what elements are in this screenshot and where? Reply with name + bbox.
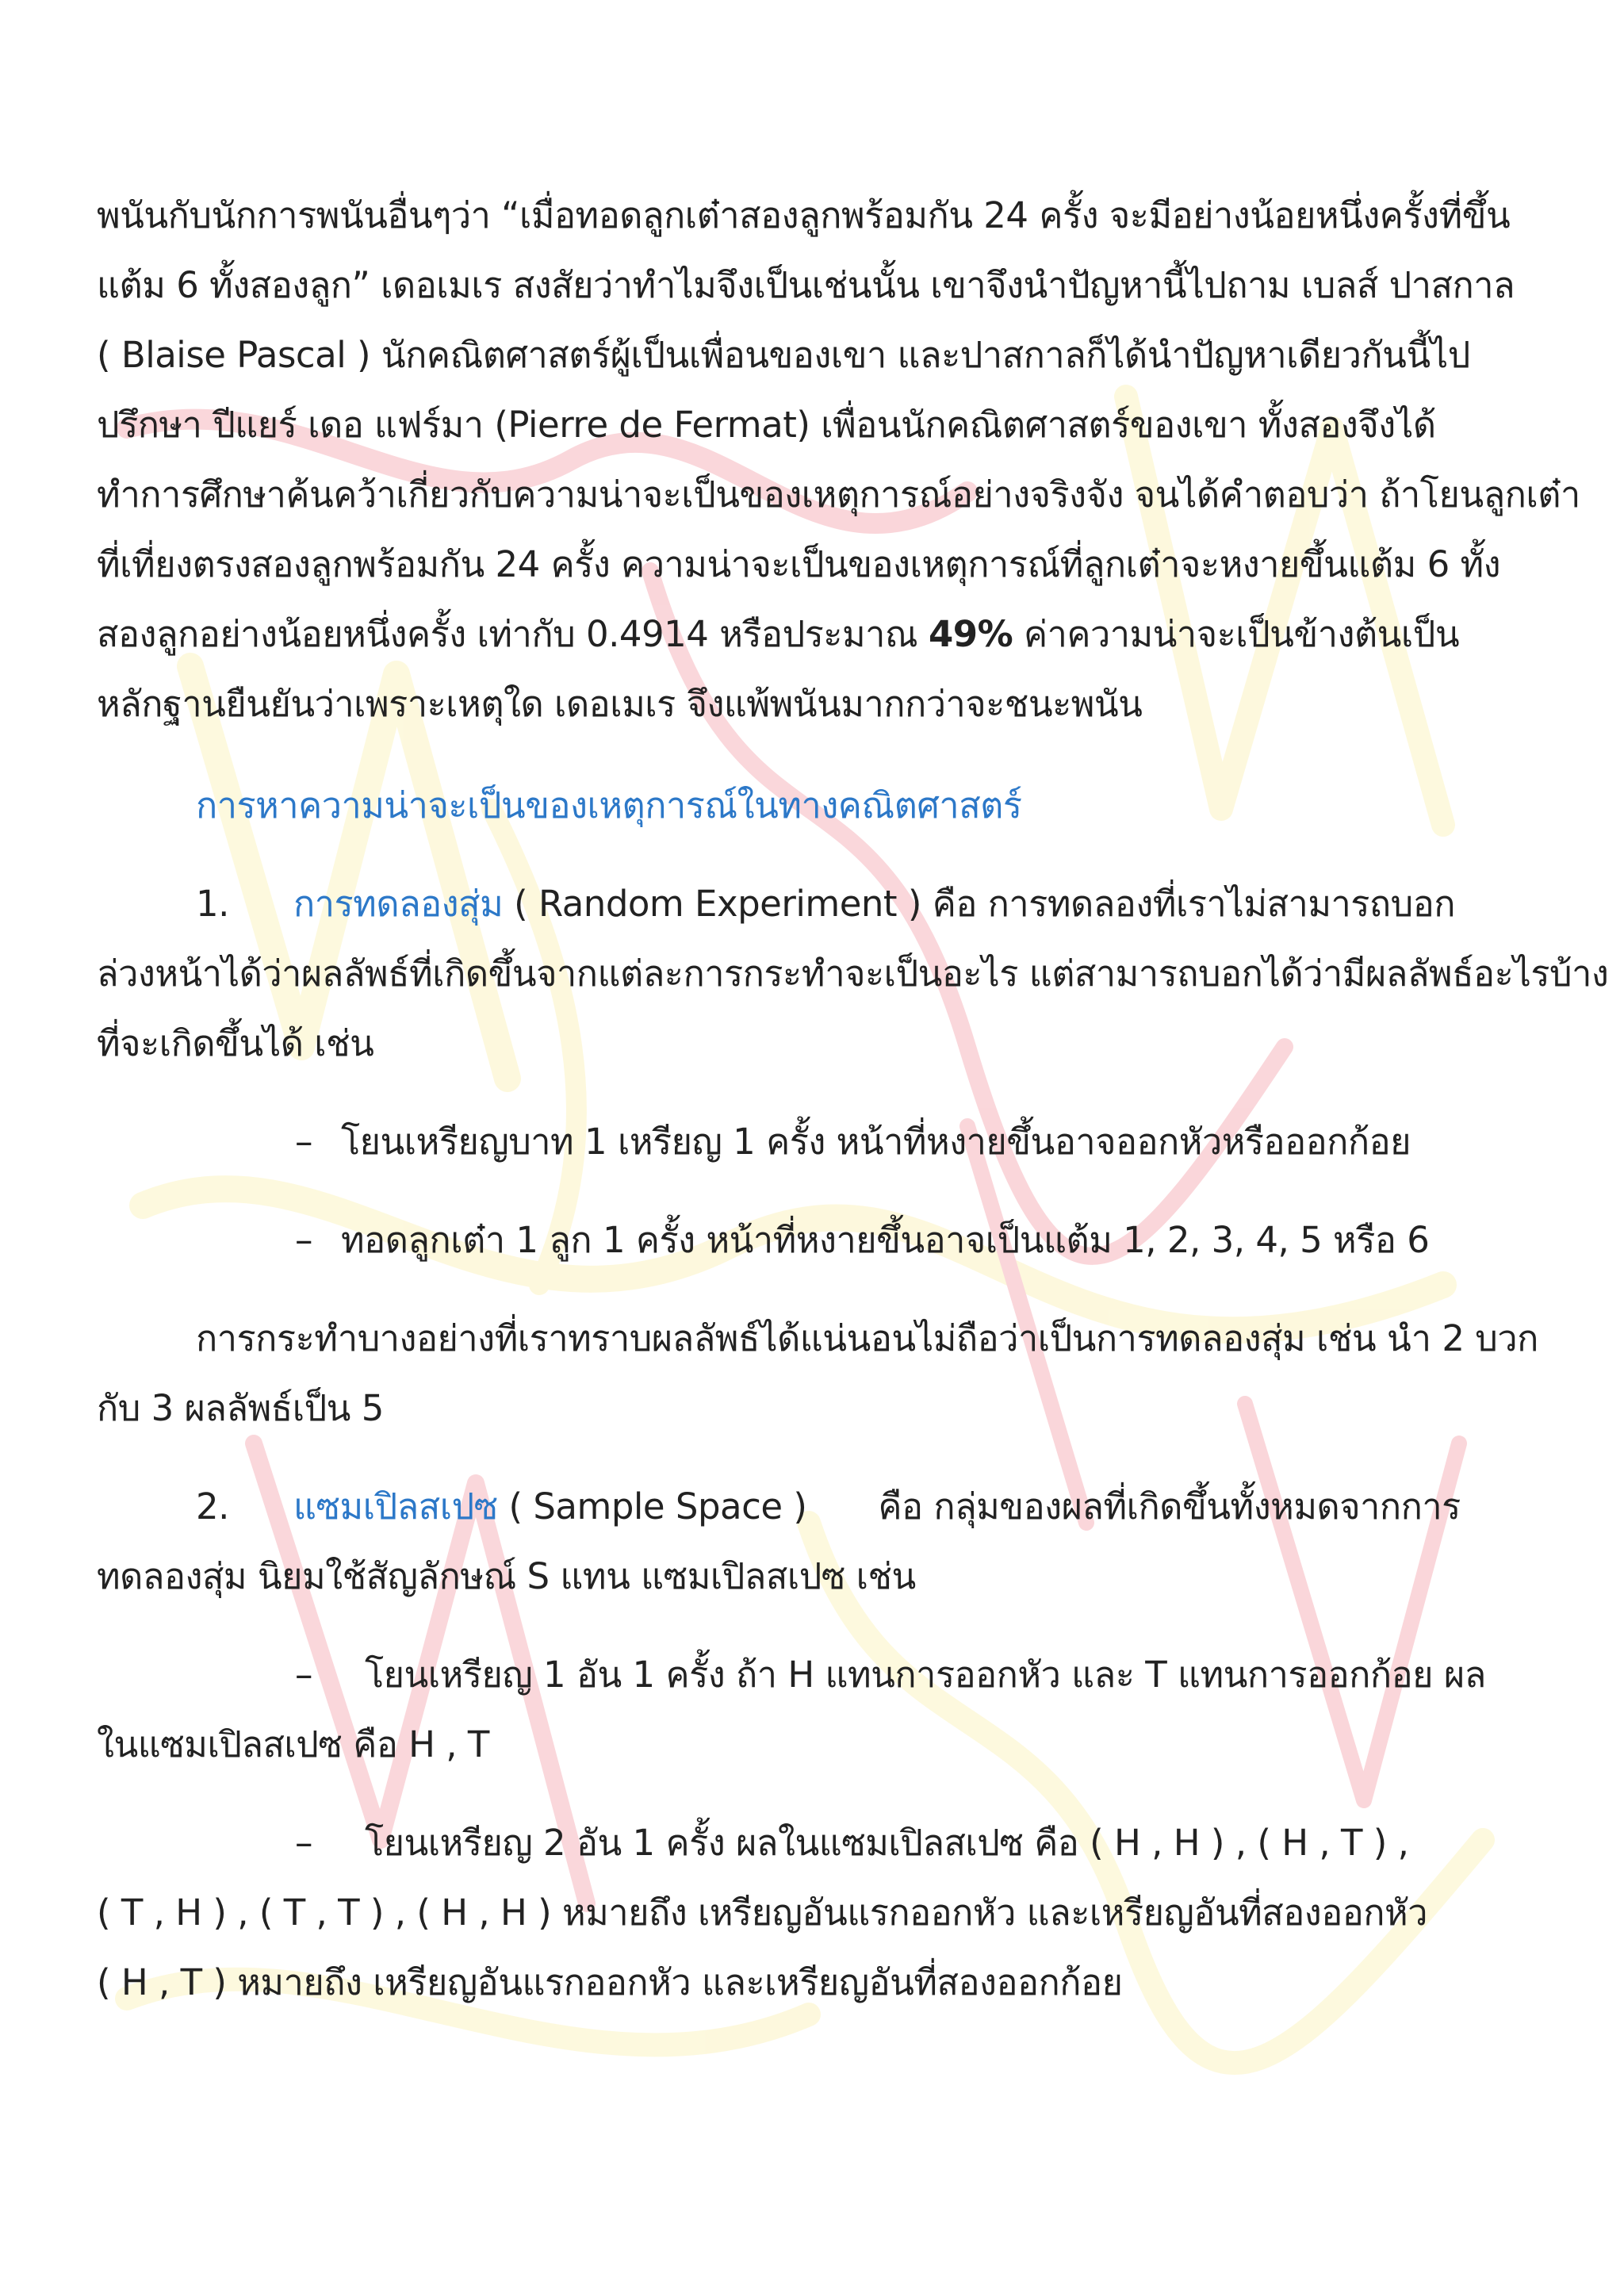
- item1-line1: [97, 869, 1572, 939]
- paragraph-line: พนันกับนักการพนันอื่นๆว่า “เมื่อทอดลูกเต๋าสองลูกพร้อมกัน 24 ครั้ง จะมีอย่างน้อยหนึ่งครั้งที่ขึ้น: [97, 194, 1511, 236]
- paragraph-line: ( H , T ) หมายถึง เหรียญอันแรกออกหัว และเหรียญอันที่สองออกก้อย: [97, 1961, 1123, 2003]
- paragraph-line: ในแซมเปิลสเปซ คือ H , T: [97, 1723, 489, 1765]
- item2-line1: [97, 1472, 1572, 1542]
- item-number: 2.: [196, 1485, 229, 1527]
- text-segment: ( Sample Space ): [497, 1485, 807, 1527]
- bullet-text: ทอดลูกเต๋า 1 ลูก 1 ครั้ง หน้าที่หงายขึ้นอาจเป็นแต้ม 1, 2, 3, 4, 5 หรือ 6: [341, 1219, 1430, 1261]
- paragraph-line: ( T , H ) , ( T , T ) , ( H , H ) หมายถึง เหรียญอันแรกออกหัว และเหรียญอันที่สองออกหัว: [97, 1892, 1427, 1934]
- paragraph-line: ทำการศึกษาค้นคว้าเกี่ยวกับความน่าจะเป็นของเหตุการณ์อย่างจริงจัง จนได้คำตอบว่า ถ้าโยนลูกเต๋า: [97, 473, 1580, 516]
- bullet-item: [97, 1808, 1572, 1878]
- paragraph-line: ที่เที่ยงตรงสองลูกพร้อมกัน 24 ครั้ง ความน่าจะเป็นของเหตุการณ์ที่ลูกเต๋าจะหงายขึ้นแต้ม 6 ทั้ง: [97, 543, 1501, 585]
- paragraph-line: ที่จะเกิดขึ้นได้ เช่น: [97, 1022, 374, 1064]
- bullet-text: โยนเหรียญบาท 1 เหรียญ 1 ครั้ง หน้าที่หงายขึ้นอาจออกหัวหรือออกก้อย: [341, 1121, 1411, 1163]
- paragraph-line: ล่วงหน้าได้ว่าผลลัพธ์ที่เกิดขึ้นจากแต่ละการกระทำจะเป็นอะไร แต่สามารถบอกได้ว่ามีผลลัพธ์อะไรบ้าง: [97, 953, 1609, 995]
- paragraph-line: [97, 600, 1572, 669]
- paragraph-line: ( Blaise Pascal ) นักคณิตศาสตร์ผู้เป็นเพื่อนของเขา และปาสกาลก็ได้นำปัญหาเดียวกันนี้ไป: [97, 334, 1470, 376]
- text-segment: คือ กลุ่มของผลที่เกิดขึ้นทั้งหมดจากการ: [878, 1485, 1461, 1527]
- text-segment: สองลูกอย่างน้อยหนึ่งครั้ง เท่ากับ 0.4914 หรือประมาณ: [97, 613, 929, 655]
- highlight-percent: 49%: [928, 613, 1013, 655]
- item-number: 1.: [196, 883, 229, 925]
- text-segment: ( Random Experiment ) คือ การทดลองที่เราไม่สามารถบอก: [503, 883, 1455, 925]
- section-heading: การหาความน่าจะเป็นของเหตุการณ์ในทางคณิตศาสตร์: [196, 784, 1022, 826]
- bullet-item: [97, 1640, 1572, 1710]
- bullet-text: โยนเหรียญ 2 อัน 1 ครั้ง ผลในแซมเปิลสเปซ คือ ( H , H ) , ( H , T ) ,: [365, 1822, 1409, 1864]
- document-page: [97, 181, 1609, 2018]
- term-sample-space: แซมเปิลสเปซ: [293, 1485, 498, 1527]
- bullet-dash: –: [295, 1822, 312, 1864]
- paragraph-line: ทดลองสุ่ม นิยมใช้สัญลักษณ์ S แทน แซมเปิลสเปซ เช่น: [97, 1555, 916, 1597]
- bullet-dash: –: [295, 1219, 312, 1261]
- bullet-dash: –: [295, 1121, 312, 1163]
- paragraph-line: การกระทำบางอย่างที่เราทราบผลลัพธ์ได้แน่นอนไม่ถือว่าเป็นการทดลองสุ่ม เช่น นำ 2 บวก: [196, 1317, 1538, 1359]
- bullet-item: [97, 1205, 1572, 1275]
- paragraph-line: หลักฐานยืนยันว่าเพราะเหตุใด เดอเมเร จึงแพ้พนันมากกว่าจะชนะพนัน: [97, 683, 1143, 725]
- paragraph-line: แต้ม 6 ทั้งสองลูก” เดอเมเร สงสัยว่าทำไมจึงเป็นเช่นนั้น เขาจึงนำปัญหานี้ไปถาม เบลส์ ปาสกาล: [97, 264, 1515, 306]
- bullet-dash: –: [295, 1654, 312, 1696]
- bullet-text: โยนเหรียญ 1 อัน 1 ครั้ง ถ้า H แทนการออกหัว และ T แทนการออกก้อย ผล: [365, 1654, 1486, 1696]
- paragraph-line: ปรึกษา ปีแยร์ เดอ แฟร์มา (Pierre de Fermat) เพื่อนนักคณิตศาสตร์ของเขา ทั้งสองจึงได้: [97, 404, 1436, 446]
- bullet-item: [97, 1107, 1572, 1177]
- text-segment: ค่าความน่าจะเป็นข้างต้นเป็น: [1013, 613, 1460, 655]
- paragraph-line: กับ 3 ผลลัพธ์เป็น 5: [97, 1387, 384, 1429]
- term-random-experiment: การทดลองสุ่ม: [293, 883, 504, 925]
